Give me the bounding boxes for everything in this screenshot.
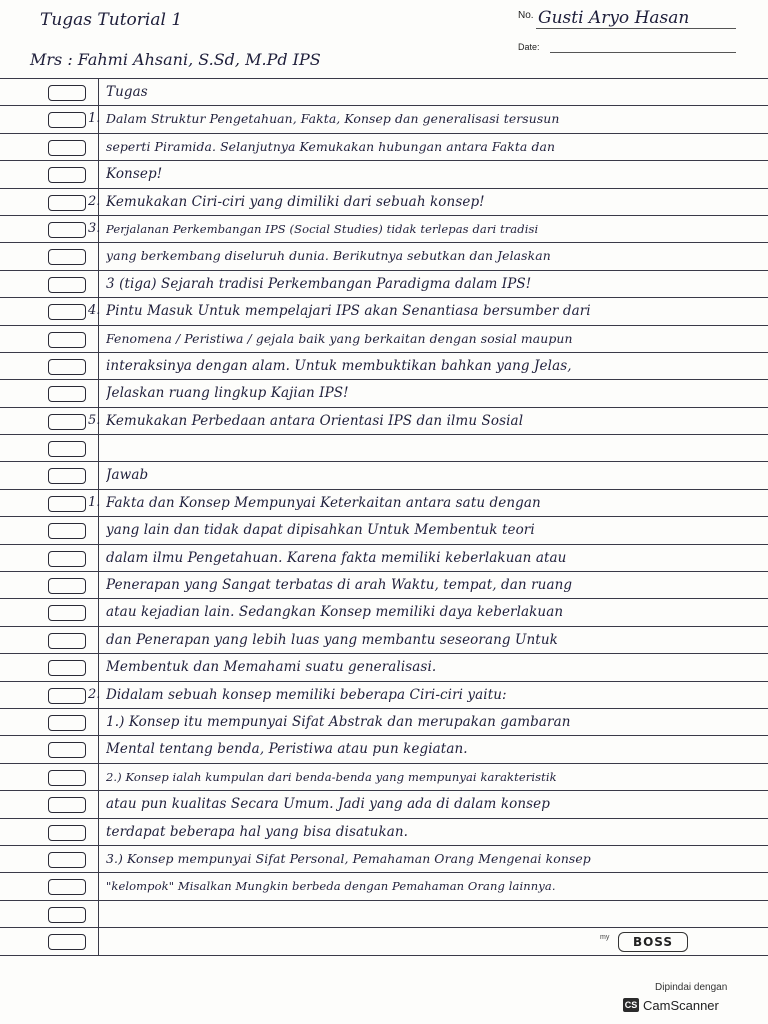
row-checkbox-icon [48,386,86,402]
notebook-row [0,490,768,517]
notebook-row [0,517,768,544]
row-checkbox-icon [48,304,86,320]
row-checkbox-icon [48,359,86,375]
student-name: Gusti Aryo Hasan [538,8,690,28]
page-header [30,6,750,76]
margin-line [98,791,99,817]
margin-line [98,572,99,598]
notebook-row [0,599,768,626]
row-checkbox-icon [48,249,86,265]
notebook-row [0,682,768,709]
row-checkbox-icon [48,332,86,348]
date-label: Date: [518,42,540,52]
margin-line [98,928,99,954]
handwritten-line: 2.) Konsep ialah kumpulan dari benda-benda yang mempunyai karakteristik [106,769,557,784]
margin-line [98,736,99,762]
row-checkbox-icon [48,633,86,649]
handwritten-line: Tugas [106,84,148,100]
item-number: 3. [88,220,101,236]
handwritten-line: Jelaskan ruang lingkup Kajian IPS! [106,385,349,402]
row-checkbox-icon [48,879,86,895]
margin-line [98,599,99,625]
row-checkbox-icon [48,578,86,594]
row-checkbox-icon [48,496,86,512]
handwritten-line: "kelompok" Misalkan Mungkin berbeda dengan Pemahaman Orang lainnya. [106,879,556,894]
name-underline [536,28,736,29]
brand-prefix: my [600,934,610,941]
handwritten-line: Penerapan yang Sangat terbatas di arah Waktu, tempat, dan ruang [106,577,573,594]
notebook-row [0,134,768,161]
notebook-row [0,901,768,928]
handwritten-line: atau kejadian lain. Sedangkan Konsep memiliki daya keberlakuan [106,604,564,621]
notebook-row [0,709,768,736]
notebook-row [0,846,768,873]
row-checkbox-icon [48,688,86,704]
margin-line [98,462,99,488]
notebook-row [0,380,768,407]
row-checkbox-icon [48,140,86,156]
notebook-row [0,189,768,216]
handwritten-line: Fenomena / Peristiwa / gejala baik yang berkaitan dengan sosial maupun [106,330,573,346]
row-checkbox-icon [48,660,86,676]
handwritten-line: 1.) Konsep itu mempunyai Sifat Abstrak dan merupakan gambaran [106,713,571,730]
margin-line [98,764,99,790]
row-checkbox-icon [48,441,86,457]
item-number: 2. [88,193,101,209]
notebook-row [0,736,768,763]
notebook-row [0,326,768,353]
handwritten-line: interaksinya dengan alam. Untuk membuktikan bahkan yang Jelas, [106,357,572,374]
row-checkbox-icon [48,551,86,567]
notebook-row [0,271,768,298]
margin-line [98,161,99,187]
handwritten-line: yang berkembang diseluruh dunia. Berikutnya sebutkan dan Jelaskan [106,248,551,264]
margin-line [98,79,99,105]
no-label: No. [518,10,534,21]
margin-line [98,243,99,269]
row-checkbox-icon [48,742,86,758]
row-checkbox-icon [48,222,86,238]
handwritten-line: seperti Piramida. Selanjutnya Kemukakan hubungan antara Fakta dan [106,138,556,154]
row-checkbox-icon [48,523,86,539]
row-checkbox-icon [48,907,86,923]
margin-line [98,627,99,653]
notebook-row [0,819,768,846]
camscanner-badge [623,995,759,1015]
handwritten-line: atau pun kualitas Secara Umum. Jadi yang ada di dalam konsep [106,796,550,813]
scanner-caption: Dipindai dengan [655,982,728,993]
notebook-row [0,243,768,270]
row-checkbox-icon [48,167,86,183]
margin-line [98,901,99,927]
handwritten-line: 3 (tiga) Sejarah tradisi Perkembangan Paradigma dalam IPS! [106,275,532,292]
date-underline [550,52,736,53]
row-checkbox-icon [48,797,86,813]
row-checkbox-icon [48,605,86,621]
margin-line [98,326,99,352]
handwritten-line: Konsep! [106,166,163,183]
handwritten-line: Didalam sebuah konsep memiliki beberapa Ciri-ciri yaitu: [106,686,507,703]
notebook-row [0,298,768,325]
row-checkbox-icon [48,770,86,786]
handwritten-line: dalam ilmu Pengetahuan. Karena fakta memiliki keberlakuan atau [106,549,567,566]
notebook-row [0,545,768,572]
row-checkbox-icon [48,825,86,841]
row-checkbox-icon [48,468,86,484]
camscanner-icon: CS [624,1000,638,1010]
notebook-row [0,353,768,380]
row-checkbox-icon [48,85,86,101]
row-checkbox-icon [48,852,86,868]
ruled-lines [0,78,768,956]
boss-logo: BOSS [618,932,688,952]
margin-line [98,380,99,406]
margin-line [98,819,99,845]
notebook-row [0,161,768,188]
margin-line [98,435,99,461]
margin-line [98,709,99,735]
margin-line [98,353,99,379]
margin-line [98,654,99,680]
notebook-row [0,216,768,243]
notebook-row [0,791,768,818]
item-number: 2. [88,686,101,702]
notebook-row [0,78,768,106]
item-number: 5. [88,412,101,428]
camscanner-name: CamScanner [643,997,719,1013]
notebook-row [0,408,768,435]
row-checkbox-icon [48,195,86,211]
handwritten-line: terdapat beberapa hal yang bisa disatukan. [106,823,409,840]
handwritten-line: Jawab [106,467,149,484]
handwritten-line: Dalam Struktur Pengetahuan, Fakta, Konsep dan generalisasi tersusun [106,111,560,127]
row-checkbox-icon [48,112,86,128]
handwritten-line: Perjalanan Perkembangan IPS (Social Studies) tidak terlepas dari tradisi [106,221,539,236]
notebook-row [0,572,768,599]
margin-line [98,517,99,543]
row-checkbox-icon [48,414,86,430]
notebook-row [0,764,768,791]
handwritten-line: Membentuk dan Memahami suatu generalisasi. [106,659,437,676]
handwritten-line: dan Penerapan yang lebih luas yang membantu seseorang Untuk [106,631,558,648]
item-number: 4. [88,303,101,319]
notebook-row [0,106,768,133]
handwritten-line: yang lain dan tidak dapat dipisahkan Untuk Membentuk teori [106,522,535,539]
handwritten-line: Pintu Masuk Untuk mempelajari IPS akan Senantiasa bersumber dari [106,303,591,320]
notebook-row [0,654,768,681]
row-checkbox-icon [48,934,86,950]
item-number: 1. [88,111,101,127]
margin-line [98,873,99,899]
margin-line [98,545,99,571]
handwritten-line: Kemukakan Perbedaan antara Orientasi IPS dan ilmu Sosial [106,412,524,429]
margin-line [98,134,99,160]
notebook-row [0,462,768,489]
notebook-row [0,873,768,900]
lecturer-line: Mrs : Fahmi Ahsani, S.Sd, M.Pd IPS [30,50,321,69]
margin-line [98,271,99,297]
handwritten-line: Kemukakan Ciri-ciri yang dimiliki dari sebuah konsep! [106,193,485,210]
notebook-row [0,627,768,654]
row-checkbox-icon [48,715,86,731]
item-number: 1. [88,494,101,510]
notebook-row [0,435,768,462]
margin-line [98,846,99,872]
row-checkbox-icon [48,277,86,293]
assignment-title: Tugas Tutorial 1 [40,10,183,30]
handwritten-line: Fakta dan Konsep Mempunyai Keterkaitan antara satu dengan [106,494,541,511]
handwritten-line: 3.) Konsep mempunyai Sifat Personal, Pemahaman Orang Mengenai konsep [106,850,591,866]
handwritten-line: Mental tentang benda, Peristiwa atau pun kegiatan. [106,741,468,758]
